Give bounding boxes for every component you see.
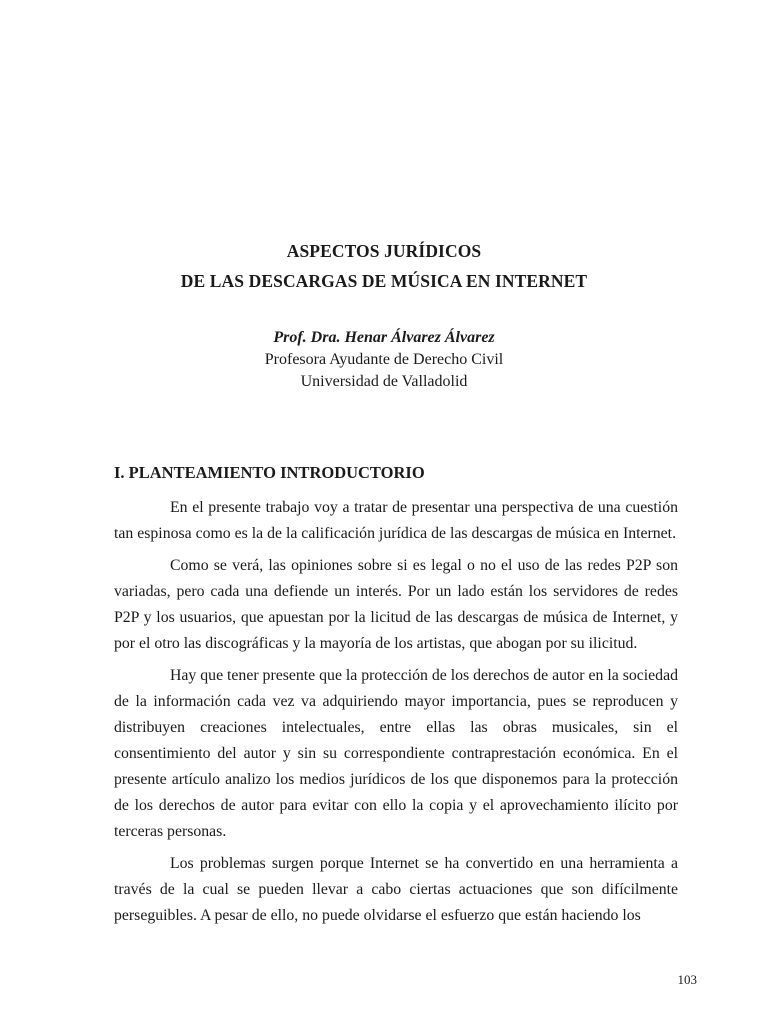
author-institution: Universidad de Valladolid [300, 373, 468, 390]
author-position: Profesora Ayudante de Derecho Civil [264, 351, 504, 368]
author-block [0, 327, 768, 393]
section-heading: I. PLANTEAMIENTO INTRODUCTORIO [114, 463, 425, 482]
article-title [0, 236, 768, 296]
title-line-2: DE LAS DESCARGAS DE MÚSICA EN INTERNET [180, 271, 588, 291]
title-line-1: ASPECTOS JURÍDICOS [286, 241, 482, 261]
paragraph-2: Como se verá, las opiniones sobre si es legal o no el uso de las redes P2P son variadas, pero cada una defiende un interés. Por un lado están los servidores de redes P2P y los usuarios, que apuestan por la licitud de las descargas de música de Internet, y por el otro las discográficas y la mayoría de los artistas, que abogan por su ilicitud. [114, 557, 678, 652]
paragraph-1: En el presente trabajo voy a tratar de presentar una perspectiva de una cuestión tan espinosa como es la de la calificación jurídica de las descargas de música en Internet. [114, 499, 678, 542]
paragraph-4: Los problemas surgen porque Internet se ha convertido en una herramienta a través de la cual se pueden llevar a cabo ciertas actuaciones que son difícilmente perseguibles. A pesar de ello, no puede olvidarse el esfuerzo que están haciendo los [114, 855, 678, 924]
paragraph-3: Hay que tener presente que la protección de los derechos de autor en la sociedad de la información cada vez va adquiriendo mayor importancia, pues se reproducen y distribuyen creaciones intelectuales, entre ellas las obras musicales, sin el consentimiento del autor y sin su correspondiente contraprestación económica. En el presente artículo analizo los medios jurídicos de los que disponemos para la protección de los derechos de autor para evitar con ello la copia y el aprovechamiento ilícito por terceras personas. [114, 667, 678, 840]
body-text [114, 495, 678, 935]
author-name: Prof. Dra. Henar Álvarez Álvarez [273, 329, 495, 346]
page-number: 103 [677, 972, 697, 987]
